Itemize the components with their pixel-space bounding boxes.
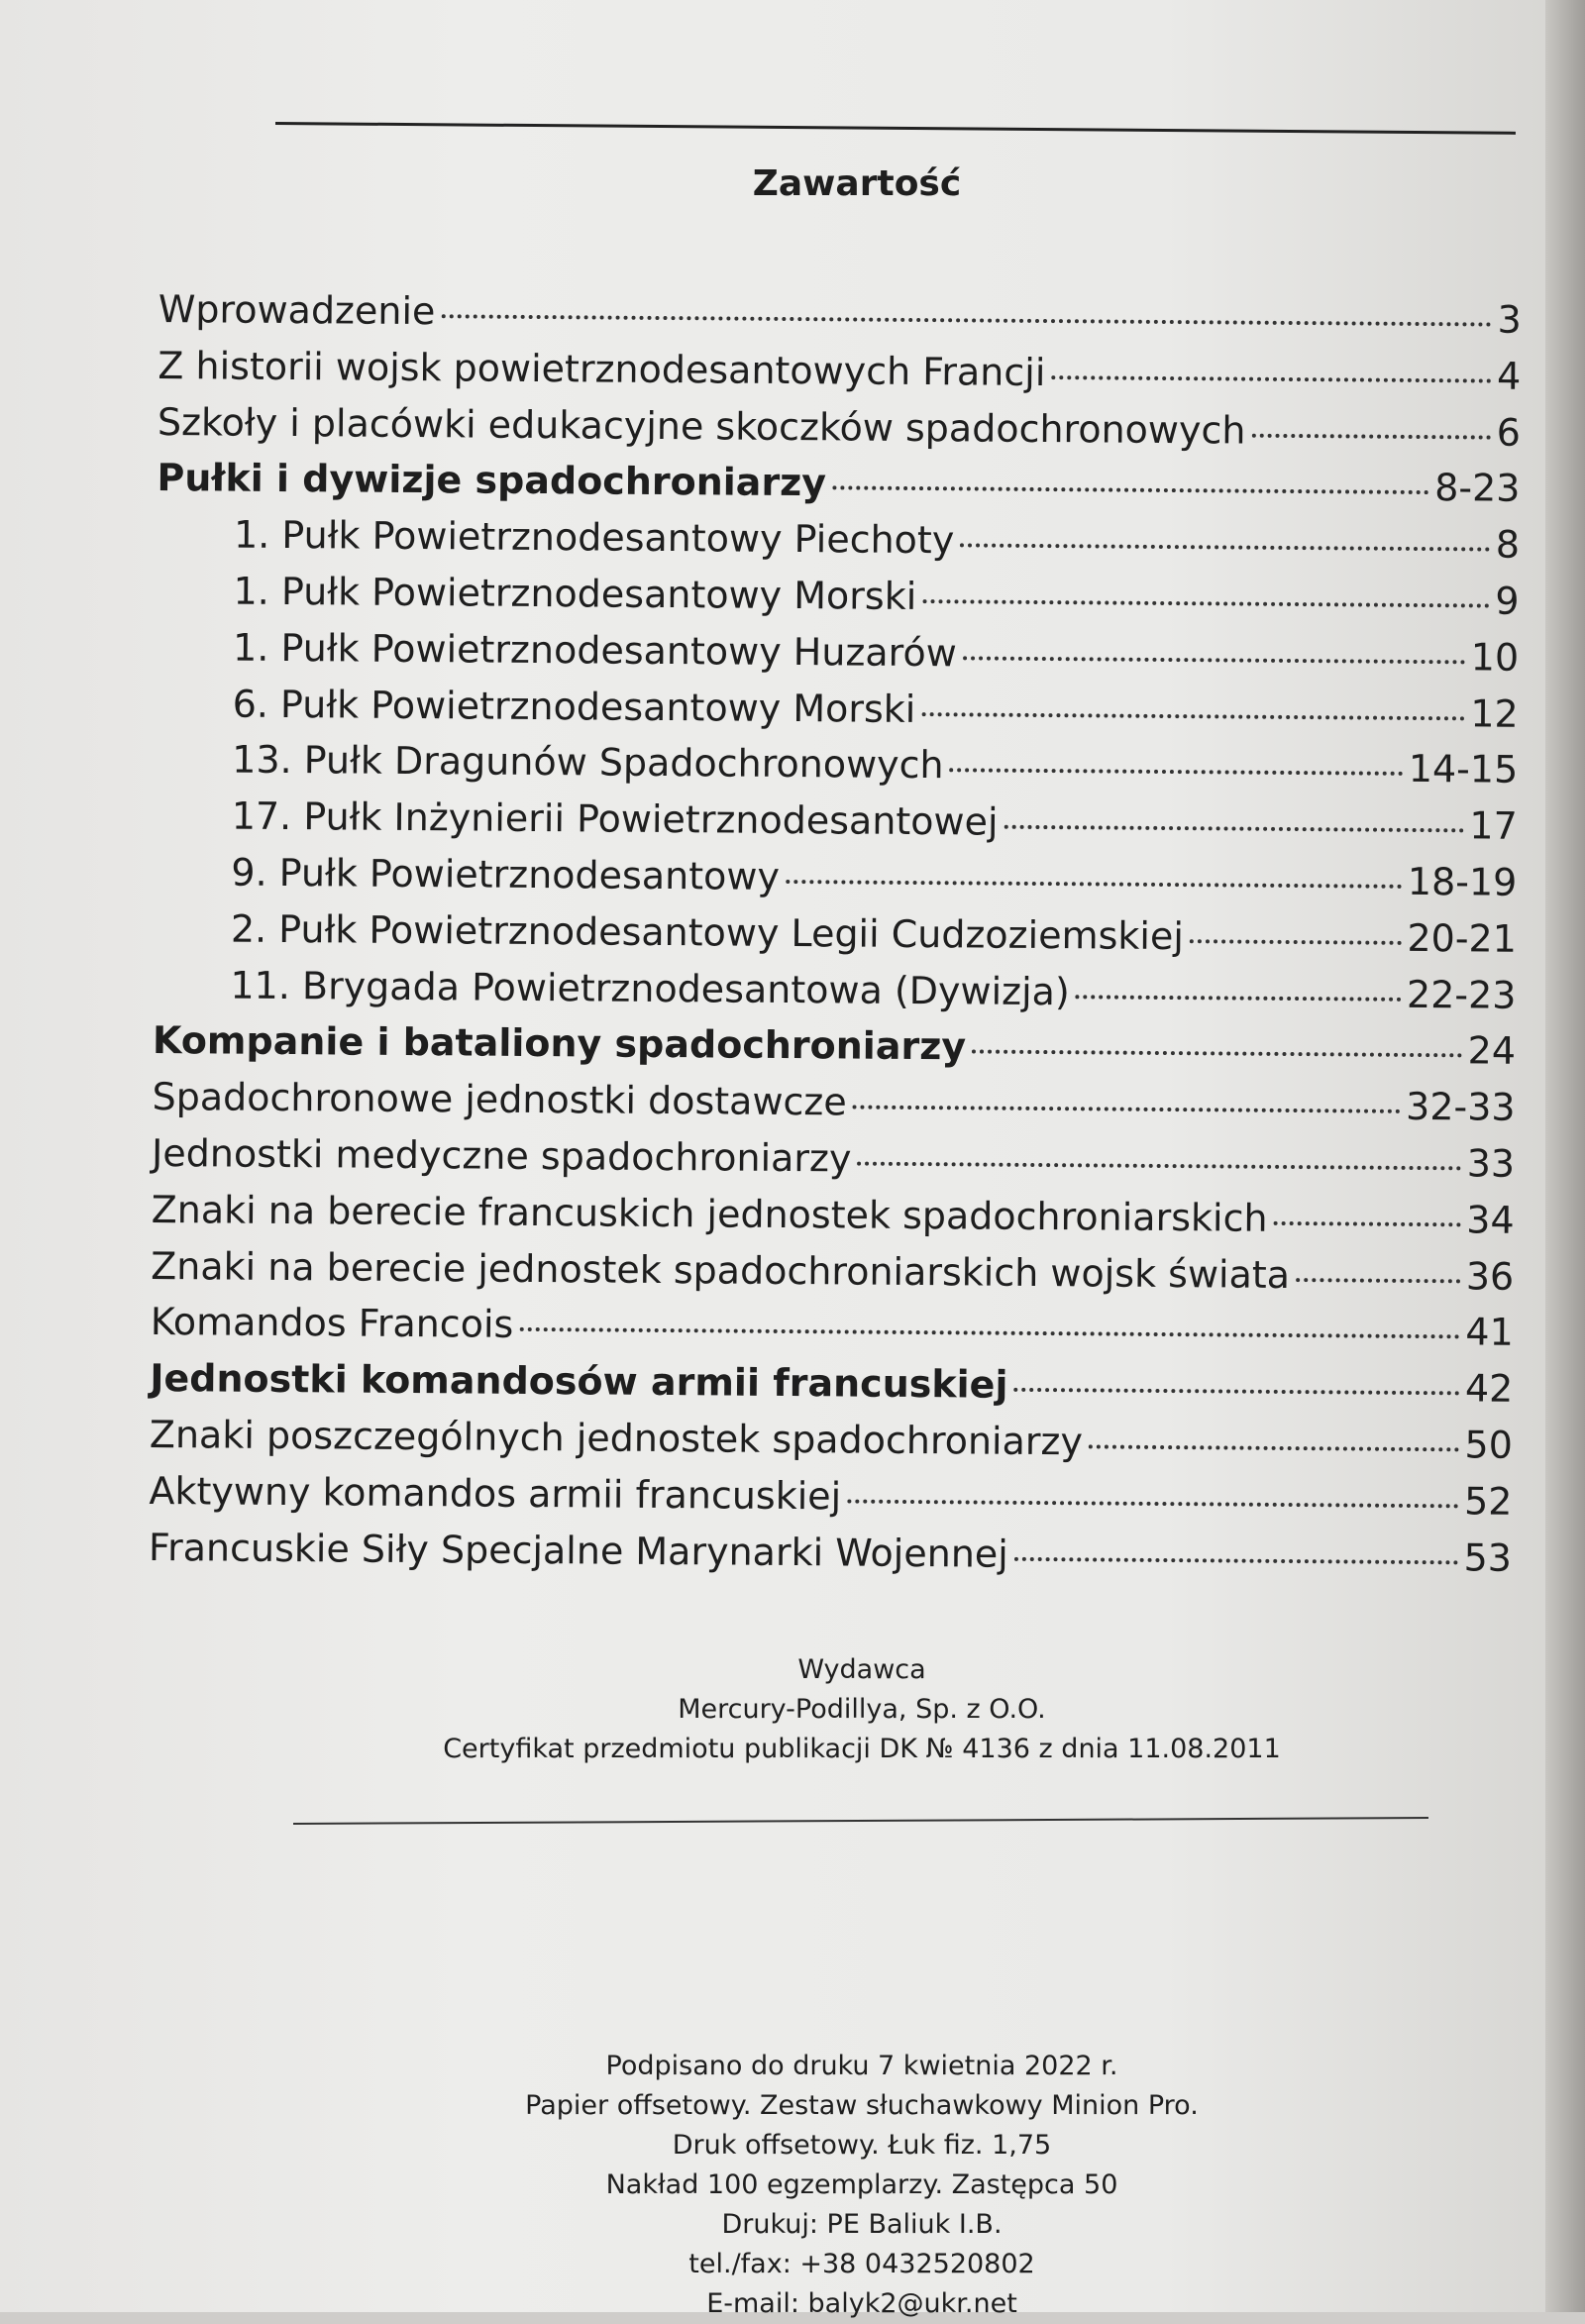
toc-leader-dots bbox=[441, 314, 1491, 326]
print-info-block bbox=[0, 2047, 1585, 2324]
print-info-line: Podpisano do druku 7 kwietnia 2022 r. bbox=[605, 2051, 1118, 2081]
toc-leader-dots bbox=[963, 656, 1465, 664]
publication-certificate: Certyfikat przedmiotu publikacji DK № 4136 z dnia 11.08.2011 bbox=[443, 1734, 1281, 1764]
toc-leader-dots bbox=[847, 1499, 1458, 1508]
toc-entry-page: 20-21 bbox=[1407, 915, 1518, 961]
toc-entry-page: 22-23 bbox=[1406, 972, 1517, 1017]
toc-entry-page: 24 bbox=[1467, 1028, 1517, 1074]
toc-leader-dots bbox=[853, 1106, 1400, 1113]
page-title: Zawartość bbox=[752, 163, 962, 204]
toc-entry-page: 4 bbox=[1496, 354, 1522, 398]
toc-entry-label: Wprowadzenie bbox=[158, 287, 436, 334]
toc-entry-page: 52 bbox=[1463, 1479, 1513, 1524]
toc-leader-dots bbox=[786, 880, 1402, 889]
toc-leader-dots bbox=[922, 599, 1489, 607]
toc-entry bbox=[149, 1525, 1512, 1592]
toc-entry-page: 18-19 bbox=[1407, 859, 1518, 904]
toc-entry-page: 14-15 bbox=[1408, 747, 1519, 792]
page-edge bbox=[1545, 0, 1585, 2312]
toc-leader-dots bbox=[1013, 1388, 1459, 1396]
toc-entry-label: 11. Brygada Powietrznodesantowa (Dywizja) bbox=[230, 963, 1070, 1013]
toc-entry-page: 50 bbox=[1464, 1423, 1514, 1467]
toc-entry-label: Kompanie i bataliony spadochroniarzy bbox=[152, 1018, 967, 1069]
toc-entry-page: 3 bbox=[1497, 297, 1522, 342]
toc-entry-label: 1. Pułk Powietrznodesantowy Morski bbox=[233, 569, 917, 619]
toc-entry-page: 33 bbox=[1466, 1141, 1516, 1186]
toc-entry-label: Znaki na berecie jednostek spadochroniarskich wojsk świata bbox=[151, 1243, 1291, 1297]
toc-leader-dots bbox=[960, 544, 1490, 552]
toc-entry-label: Jednostki komandosów armii francuskiej bbox=[150, 1356, 1008, 1407]
toc-entry-label: 1. Pułk Powietrznodesantowy Piechoty bbox=[233, 512, 955, 563]
toc-leader-dots bbox=[519, 1327, 1459, 1338]
toc-entry-page: 42 bbox=[1464, 1366, 1514, 1411]
publisher-block bbox=[0, 1650, 1585, 1769]
toc-entry-label: Spadochronowe jednostki dostawcze bbox=[152, 1075, 847, 1124]
toc-leader-dots bbox=[1251, 433, 1490, 439]
toc-leader-dots bbox=[1089, 1444, 1459, 1451]
toc-entry-label: 6. Pułk Powietrznodesantowy Morski bbox=[232, 682, 916, 731]
print-info-line: Druk offsetowy. Łuk fiz. 1,75 bbox=[672, 2130, 1052, 2161]
toc-leader-dots bbox=[921, 712, 1464, 720]
toc-entry-page: 34 bbox=[1466, 1198, 1515, 1242]
toc-entry-label: Pułki i dywizje spadochroniarzy bbox=[157, 456, 827, 505]
toc-entry-label: 17. Pułk Inżynierii Powietrznodesantowej bbox=[231, 793, 999, 844]
print-info-line: Papier offsetowy. Zestaw słuchawkowy Minion Pro. bbox=[525, 2090, 1199, 2121]
toc-entry-label: Znaki poszczególnych jednostek spadochroniarzy bbox=[149, 1412, 1084, 1464]
toc-entry-page: 6 bbox=[1496, 410, 1522, 455]
toc-leader-dots bbox=[1004, 825, 1463, 833]
toc-entry-label: Jednostki medyczne spadochroniarzy bbox=[151, 1130, 852, 1181]
toc-entry-page: 41 bbox=[1465, 1310, 1514, 1355]
toc-entry-page: 53 bbox=[1463, 1534, 1513, 1580]
toc-entry-page: 17 bbox=[1469, 803, 1518, 848]
toc-entry-label: 2. Pułk Powietrznodesantowy Legii Cudzoziemskiej bbox=[230, 906, 1185, 958]
toc-entry-page: 10 bbox=[1470, 635, 1520, 680]
toc-leader-dots bbox=[1190, 939, 1402, 945]
toc-entry-page: 36 bbox=[1465, 1253, 1515, 1299]
toc-leader-dots bbox=[972, 1050, 1462, 1058]
print-info-line: E-mail: balyk2@ukr.net bbox=[706, 2288, 1017, 2319]
toc-leader-dots bbox=[1051, 375, 1491, 382]
toc-leader-dots bbox=[950, 769, 1403, 777]
toc-entry-page: 9 bbox=[1495, 579, 1520, 623]
toc-leader-dots bbox=[1273, 1221, 1460, 1226]
toc-entry-label: 1. Pułk Powietrznodesantowy Huzarów bbox=[232, 625, 957, 676]
table-of-contents bbox=[149, 287, 1522, 1592]
toc-leader-dots bbox=[1296, 1278, 1460, 1283]
toc-entry-label: Komandos Francois bbox=[150, 1300, 514, 1347]
toc-entry-label: Aktywny komandos armii francuskiej bbox=[149, 1468, 842, 1519]
toc-entry-page: 32-33 bbox=[1405, 1085, 1516, 1129]
toc-entry-page: 8-23 bbox=[1434, 466, 1521, 511]
publisher-name: Mercury-Podillya, Sp. z O.O. bbox=[678, 1694, 1046, 1725]
toc-entry-label: 13. Pułk Dragunów Spadochronowych bbox=[232, 737, 944, 788]
toc-entry-page: 8 bbox=[1495, 522, 1521, 567]
toc-leader-dots bbox=[1014, 1556, 1458, 1564]
publisher-label: Wydawca bbox=[797, 1654, 926, 1685]
toc-entry-label: Francuskie Siły Specjalne Marynarki Wojennej bbox=[148, 1525, 1009, 1576]
toc-entry-label: Z historii wojsk powietrznodesantowych Francji bbox=[158, 343, 1046, 394]
toc-leader-dots bbox=[832, 486, 1428, 495]
toc-entry-page: 12 bbox=[1470, 690, 1519, 736]
print-info-line: Drukuj: PE Baliuk I.B. bbox=[721, 2209, 1003, 2240]
toc-entry-label: Znaki na berecie francuskich jednostek spadochroniarskich bbox=[151, 1187, 1268, 1240]
toc-leader-dots bbox=[857, 1162, 1460, 1171]
toc-entry-label: 9. Pułk Powietrznodesantowy bbox=[231, 850, 781, 898]
print-info-line: Nakład 100 egzemplarzy. Zastępca 50 bbox=[605, 2169, 1118, 2200]
print-info-line: tel./fax: +38 0432520802 bbox=[688, 2249, 1035, 2279]
toc-leader-dots bbox=[1076, 995, 1401, 1002]
toc-entry-label: Szkoły i placówki edukacyjne skoczków spadochronowych bbox=[157, 399, 1246, 453]
